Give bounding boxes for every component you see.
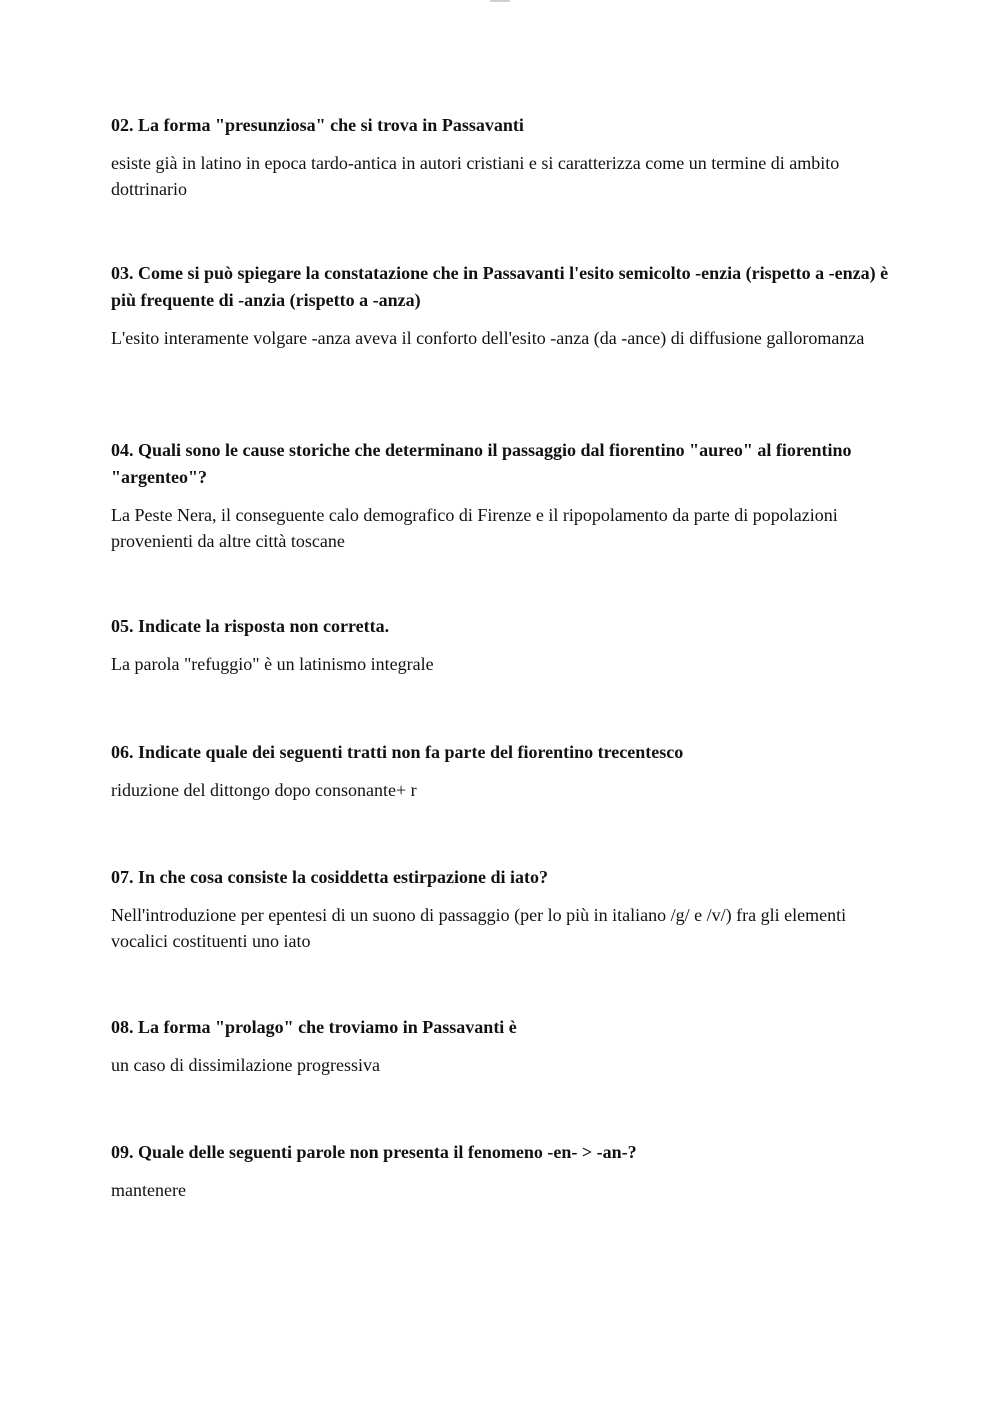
answer-06: riduzione del dittongo dopo consonante+ r: [111, 780, 417, 800]
question-09: 09. Quale delle seguenti parole non presenta il fenomeno -en- > -an-?: [111, 1142, 637, 1162]
answer-05: La parola "refuggio" è un latinismo integrale: [111, 654, 434, 674]
qa-item-09: [111, 1139, 901, 1239]
question-04: 04. Quali sono le cause storiche che determinano il passaggio dal fiorentino "aureo" al fiorentino "argenteo"?: [111, 440, 852, 487]
qa-item-06: [111, 739, 901, 864]
qa-item-08: [111, 1014, 901, 1139]
answer-02: esiste già in latino in epoca tardo-antica in autori cristiani e si caratterizza come un termine di ambito dottrinario: [111, 153, 840, 199]
header-mark: [490, 0, 510, 2]
question-02: 02. La forma "presunziosa" che si trova in Passavanti: [111, 115, 524, 135]
question-03: 03. Come si può spiegare la constatazione che in Passavanti l'esito semicolto -enzia (rispetto a -enza) è più frequente di -anzia (rispetto a -anza): [111, 263, 889, 310]
question-08: 08. La forma "prolago" che troviamo in Passavanti è: [111, 1017, 517, 1037]
answer-09: mantenere: [111, 1180, 186, 1200]
question-07: 07. In che cosa consiste la cosiddetta estirpazione di iato?: [111, 867, 548, 887]
answer-08: un caso di dissimilazione progressiva: [111, 1055, 380, 1075]
question-05: 05. Indicate la risposta non corretta.: [111, 616, 390, 636]
answer-07: Nell'introduzione per epentesi di un suono di passaggio (per lo più in italiano /g/ e /v/) fra gli elementi vocalici costituenti uno iato: [111, 905, 847, 951]
qa-item-05: [111, 613, 901, 739]
answer-03: L'esito interamente volgare -anza aveva il conforto dell'esito -anza (da -ance) di diffusione galloromanza: [111, 328, 865, 348]
quiz-document: [111, 112, 901, 1239]
question-06: 06. Indicate quale dei seguenti tratti non fa parte del fiorentino trecentesco: [111, 742, 684, 762]
qa-item-04: [111, 437, 901, 613]
qa-item-07: [111, 864, 901, 1014]
qa-item-02: [111, 112, 901, 260]
qa-item-03: [111, 260, 901, 437]
answer-04: La Peste Nera, il conseguente calo demografico di Firenze e il ripopolamento da parte di popolazioni provenienti da altre città toscane: [111, 505, 838, 551]
